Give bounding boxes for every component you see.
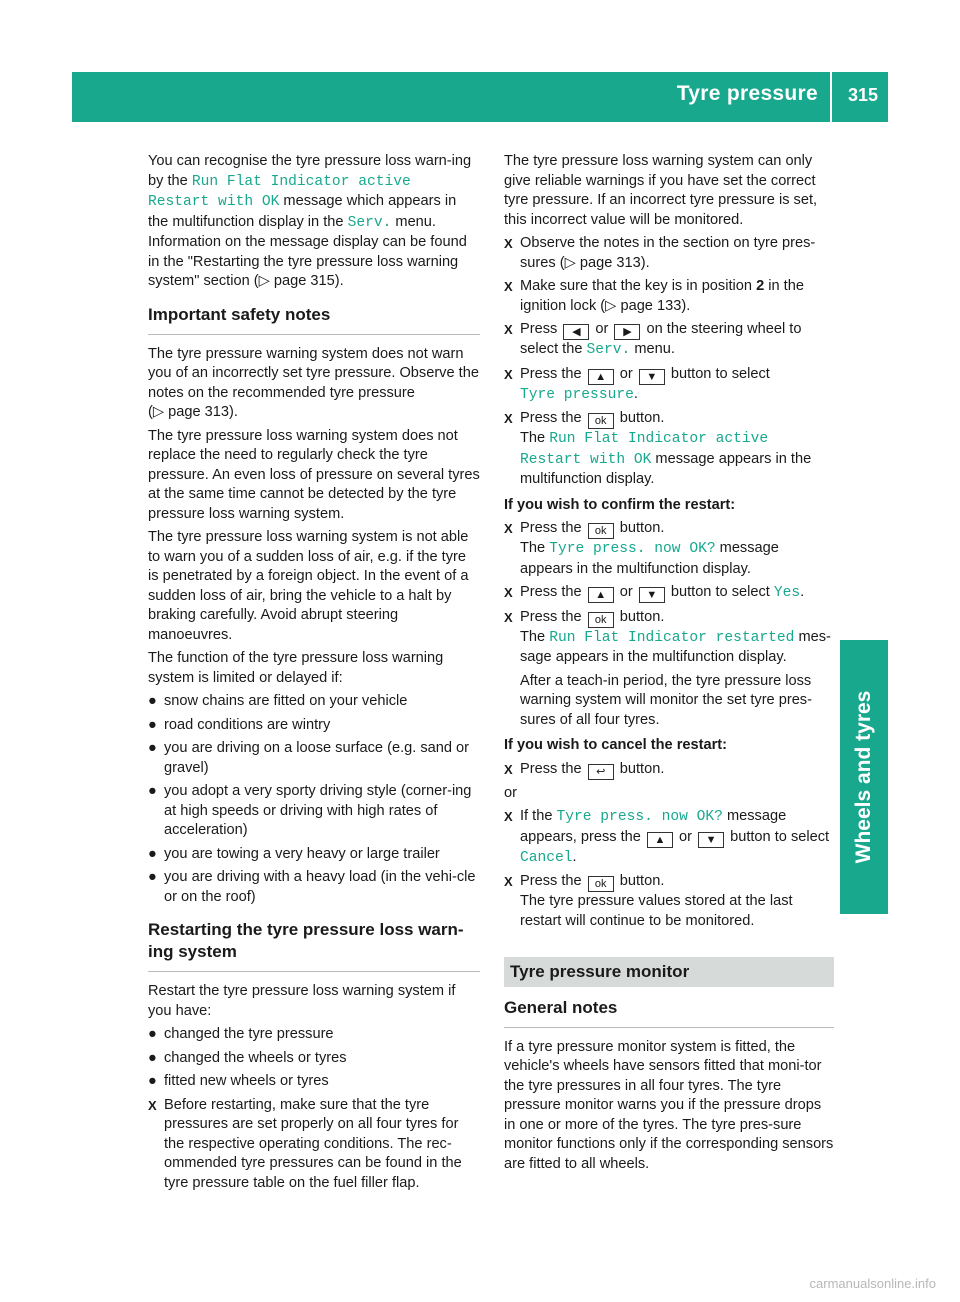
watermark: carmanualsonline.info (809, 1276, 936, 1291)
text: Press the (520, 584, 586, 600)
text: . (633, 385, 638, 402)
step-icon: X (504, 279, 513, 294)
text: Press the (520, 410, 586, 426)
display-option: Yes (773, 585, 801, 601)
step-item (504, 872, 834, 931)
text: or (615, 365, 637, 382)
step-icon: X (148, 1097, 157, 1113)
ok-key-icon: ok (588, 612, 614, 628)
text: The tyre pressure warning system does not warn you of an incorrectly set tyre pressure. Observe the notes on the recommended tyre pressure (148, 345, 479, 401)
safety-paragraph-2: The tyre pressure loss warning system does not replace the need to regularly check the tyre pressure. An even loss of pressure on several tyres at the same time cannot be detected by the tyre pressure loss warning system. (148, 427, 480, 522)
text: The (520, 430, 550, 446)
display-message: Run Flat Indicator restarted (549, 629, 795, 646)
list-item (148, 739, 480, 778)
step-icon: X (504, 411, 513, 426)
list-item (148, 716, 480, 736)
condition-list (148, 692, 480, 907)
list-item (148, 1025, 480, 1045)
down-arrow-icon: ▼ (639, 587, 665, 603)
header-divider (830, 72, 832, 122)
general-notes-paragraph: If a tyre pressure monitor system is fitted, the vehicle's wheels have sensors fitted that moni-tor the tyre pressures in all four tyres. The tyre pressure monitor warns you if the pressure drops in one or more of the tyres. The tyre pres-sure monitor functions only if the corresponding sensors are fitted to all wheels. (504, 1038, 834, 1172)
page-number: 315 (847, 85, 878, 105)
restart-paragraph: Restart the tyre pressure loss warning system if you have: (148, 983, 456, 1019)
section-box-title: Tyre pressure monitor (504, 957, 834, 987)
text: page 313). (575, 254, 650, 271)
text: road conditions are wintry (164, 716, 331, 733)
text: button. (615, 520, 665, 536)
text: button to select (666, 584, 774, 600)
up-arrow-icon: ▲ (588, 587, 614, 603)
general-notes-heading: General notes (504, 997, 834, 1028)
restart-list (148, 1025, 480, 1092)
text: snow chains are fitted on your vehicle (164, 693, 408, 709)
right-arrow-icon: ▶ (614, 324, 640, 340)
side-tab-label: Wheels and tyres (852, 690, 875, 864)
safety-paragraph-4: The function of the tyre pressure loss warning system is limited or delayed if: (148, 650, 444, 686)
text: you adopt a very sporty driving style (corner-ing at high speeds or driving with high rates of acceleration) (164, 783, 472, 838)
text: message appears in the multifunction display. (520, 540, 779, 577)
or-text: or (504, 784, 517, 801)
text: button to select (666, 365, 770, 382)
step-icon: X (504, 585, 513, 600)
teach-in-note: After a teach-in period, the tyre pressure loss warning system will monitor the set tyre pres-sures of all four tyres. (520, 672, 812, 728)
step-item (148, 1096, 480, 1194)
display-message: Run Flat Indicator active (549, 431, 769, 447)
step-item (504, 277, 834, 316)
bullet-icon: ● (148, 869, 157, 885)
bullet-icon: ● (148, 693, 157, 709)
right-intro: The tyre pressure loss warning system can only give reliable warnings if you have set the correct tyre pressure. If an incorrect tyre pressure is set, this incorrect value will be monitored. (504, 153, 818, 228)
step-icon: X (504, 874, 513, 889)
page-ref-icon: ▷ (152, 404, 165, 420)
header-bar (72, 72, 888, 122)
up-arrow-icon: ▲ (588, 369, 614, 385)
list-item (148, 1072, 480, 1092)
display-message: Tyre press. now OK? (549, 541, 716, 557)
text: message which appears in the multifunction display in the (148, 193, 457, 230)
text: . (572, 848, 577, 865)
text: fitted new wheels or tyres (164, 1073, 329, 1089)
step-item (504, 807, 834, 868)
step-item (504, 234, 834, 273)
step-item (504, 608, 834, 668)
display-message: Restart with OK (520, 451, 652, 468)
text: message appears, press the (520, 808, 787, 845)
ok-key-icon: ok (588, 413, 614, 429)
safety-heading: Important safety notes (148, 304, 480, 335)
down-arrow-icon: ▼ (639, 369, 665, 385)
display-message: Tyre press. now OK? (556, 809, 723, 825)
text: you are towing a very heavy or large trailer (164, 845, 440, 862)
bullet-icon: ● (148, 740, 157, 756)
text: you are driving with a heavy load (in the vehi-cle or on the roof) (164, 869, 476, 905)
text: menu. (630, 341, 675, 357)
list-item (148, 845, 480, 865)
text: message appears in the multifunction display. (520, 450, 812, 487)
step-icon: X (504, 236, 513, 251)
text: button. (615, 608, 665, 625)
safety-paragraph-1 (148, 345, 480, 423)
text: If the (520, 808, 557, 824)
text: mes-sage appears in the multifunction display. (520, 628, 831, 665)
cancel-heading: If you wish to cancel the restart: (504, 737, 728, 753)
page-ref-icon: ▷ (605, 297, 617, 314)
step-item (504, 583, 834, 604)
text: button. (615, 760, 665, 777)
list-item (148, 868, 480, 907)
step-icon: X (504, 366, 513, 382)
text: Before restarting, make sure that the tyre pressures are set properly on all four tyres for the respective operating conditions. The rec-ommended tyre pressures can be found in the tyre pressure table on the fuel filler flap. (164, 1096, 462, 1191)
page-ref-icon: ▷ (258, 273, 270, 289)
display-message: Run Flat Indicator active (191, 173, 411, 190)
text: The tyre pressure values stored at the last restart will continue to be monitored. (520, 893, 793, 929)
step-item (504, 365, 834, 406)
step-item (504, 320, 834, 361)
text: in the ignition lock ( (520, 278, 804, 314)
list-item (148, 692, 480, 712)
text: on the steering wheel to select the (520, 321, 802, 357)
back-key-icon: ↩ (588, 764, 614, 780)
key-position: 2 (756, 278, 765, 294)
step-item (504, 760, 834, 780)
step-icon: X (504, 609, 513, 625)
text: changed the wheels or tyres (164, 1049, 347, 1066)
bullet-icon: ● (148, 1049, 157, 1066)
up-arrow-icon: ▲ (647, 832, 673, 848)
list-item (148, 782, 480, 841)
text: page 315). (269, 273, 344, 289)
ok-key-icon: ok (588, 523, 614, 539)
display-menu: Serv. (586, 342, 631, 358)
text: The (520, 628, 550, 645)
text: menu. Information on the message display can be found in the "Restarting the tyre pressure loss warning system" section ( (148, 213, 467, 289)
text: button. (615, 873, 665, 889)
text: Press the (520, 520, 586, 536)
text: The (520, 540, 550, 556)
step-item (504, 519, 834, 579)
page-ref-icon: ▷ (564, 254, 576, 271)
text: or (615, 584, 637, 600)
bullet-icon: ● (148, 845, 157, 862)
step-item (504, 409, 834, 490)
text: Press (520, 321, 562, 337)
left-arrow-icon: ◀ (563, 324, 589, 340)
display-option: Cancel (520, 849, 573, 866)
left-column (148, 152, 480, 1197)
step-icon: X (504, 322, 513, 337)
text: or (591, 321, 613, 337)
bullet-icon: ● (148, 1073, 157, 1089)
confirm-heading: If you wish to confirm the restart: (504, 496, 736, 513)
text: button. (615, 410, 665, 426)
text: page 313). (164, 404, 238, 420)
text: You can recognise the tyre pressure loss warn-ing by the (148, 153, 472, 189)
step-icon: X (504, 761, 513, 777)
text: changed the tyre pressure (164, 1026, 334, 1042)
text: Press the (520, 760, 586, 777)
text: . (800, 584, 805, 600)
header-title: Tyre pressure (676, 82, 818, 105)
restart-heading: Restarting the tyre pressure loss warn-ing system (148, 919, 480, 972)
text: Press the (520, 365, 586, 382)
bullet-icon: ● (148, 1026, 157, 1042)
right-column (504, 152, 834, 1178)
text: Observe the notes in the section on tyre pres-sures ( (520, 235, 816, 271)
ok-key-icon: ok (588, 876, 614, 892)
intro-paragraph (148, 152, 480, 292)
display-menu: Serv. (347, 214, 392, 231)
display-message: Restart with OK (148, 194, 280, 210)
safety-paragraph-3: The tyre pressure loss warning system is not able to warn you of a sudden loss of air, e.g. if the tyre is penetrated by a foreign object. In the event of a sudden loss of air, bring the vehicle to a halt by braking carefully. Avoid abrupt steering manoeuvres. (148, 529, 469, 643)
text: button to select (726, 828, 830, 845)
display-menu: Tyre pressure (520, 386, 634, 403)
text: Press the (520, 873, 586, 889)
step-icon: X (504, 809, 513, 824)
text: you are driving on a loose surface (e.g. sand or gravel) (164, 740, 470, 776)
bullet-icon: ● (148, 716, 157, 733)
list-item (148, 1049, 480, 1069)
bullet-icon: ● (148, 783, 157, 799)
text: or (674, 828, 697, 845)
text: ( (148, 404, 153, 420)
text: page 133). (616, 297, 691, 314)
text: Press the (520, 608, 586, 625)
side-tab (840, 640, 888, 914)
step-icon: X (504, 521, 513, 536)
down-arrow-icon: ▼ (698, 832, 724, 848)
text: Make sure that the key is in position (520, 278, 757, 294)
